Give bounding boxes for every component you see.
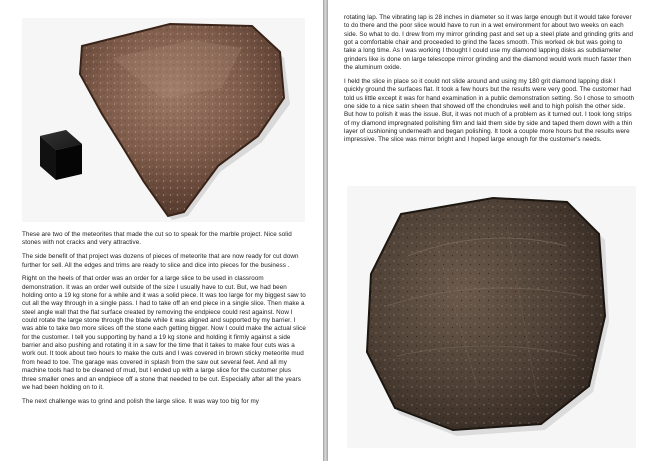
meteorite-endpiece-image — [22, 18, 305, 222]
paragraph: I held the slice in place so it could not slide around and using my 180 grit diamond lapping disk I quickly ground the surfaces flat. It took a few hours but the results were very good. The customer had told us little except it was for hand examination in a public demonstration setting. So I chose to smooth one side to a nice satin sheen that showed off the chondrules well and to high polish the other side. But how to polish it was the issue. But, it was not much of a problem as it turned out. I took long strips of my diamond impregnated polishing film and laid them side by side and taped them down with a thin layer of cushioning underneath and began polishing. It took a couple more hours but the results were impressive. The slice was mirror bright and I hoped large enough for the customer's needs. — [344, 77, 635, 144]
meteorite-endpiece-photo — [22, 18, 305, 222]
meteorite-slice-image — [347, 186, 636, 448]
right-page-text — [344, 14, 636, 150]
meteorite-slice-photo — [347, 186, 636, 448]
left-page-text — [22, 231, 307, 412]
paragraph: The side benefit of that project was dozens of pieces of meteorite that are now ready for cut down further for sell. All the edges and trims are ready to slice and dice into pieces for the business . — [22, 253, 299, 269]
paragraph: rotating lap. The vibrating lap is 28 inches in diameter so it was large enough but it would take forever to do there and the poor slice would have to run in a wet environment for about two weeks on each side. So what to do. I drew from my mirror grinding past and set up a steel plate and grinding grits and got a comfortable chair and proceeded to grind the faces smooth. This worked ok but was going to take a long time. As I was working I thought I could use my diamond lapping disks as subdiameter grinders like is done on large telescope mirror grinding and the diamond would work much faster then the aluminum oxide. — [344, 14, 634, 72]
paragraph: Right on the heels of that order was an order for a large slice to be used in classroom demonstration. It was an order well outside of the size I usually have to cut. But, we had been holding onto a 19 kg stone for a while and it was a solid piece. It was too large for my biggest saw to cut all the way through in a single pass. I had to take off an end piece in a single slice. Then make a steel angle wall that the flat surface created by removing the endpiece could rest against. Now I could rotate the large stone through the blade while it was aligned and supported by my barrier. I was able to take two more slices off the stone each getting bigger. Now I could make the actual slice for the customer. I tell you supporting by hand a 19 kg stone and holding it firmly against a side barrier and also pushing and rotating it in a saw for the time that it takes to make four cuts was a work out. It took about two hours to make the cuts and I was covered in brown sticky meteorite mud from head to toe. The garage was covered in splash from the saw out several feet. And all my machine tools had to be cleaned of mud, but I ended up with a large slice for the customer plus three smaller ones and an endpiece off a stone that needed to be cut. Especially after all the years we had been holding on to it. — [22, 275, 306, 391]
paragraph: The next challenge was to grind and polish the large slice. It was way too big for my — [22, 397, 260, 405]
paragraph: These are two of the meteorites that made the cut so to speak for the marble project. Nice solid stones with not cracks and very attractive. — [22, 231, 292, 247]
